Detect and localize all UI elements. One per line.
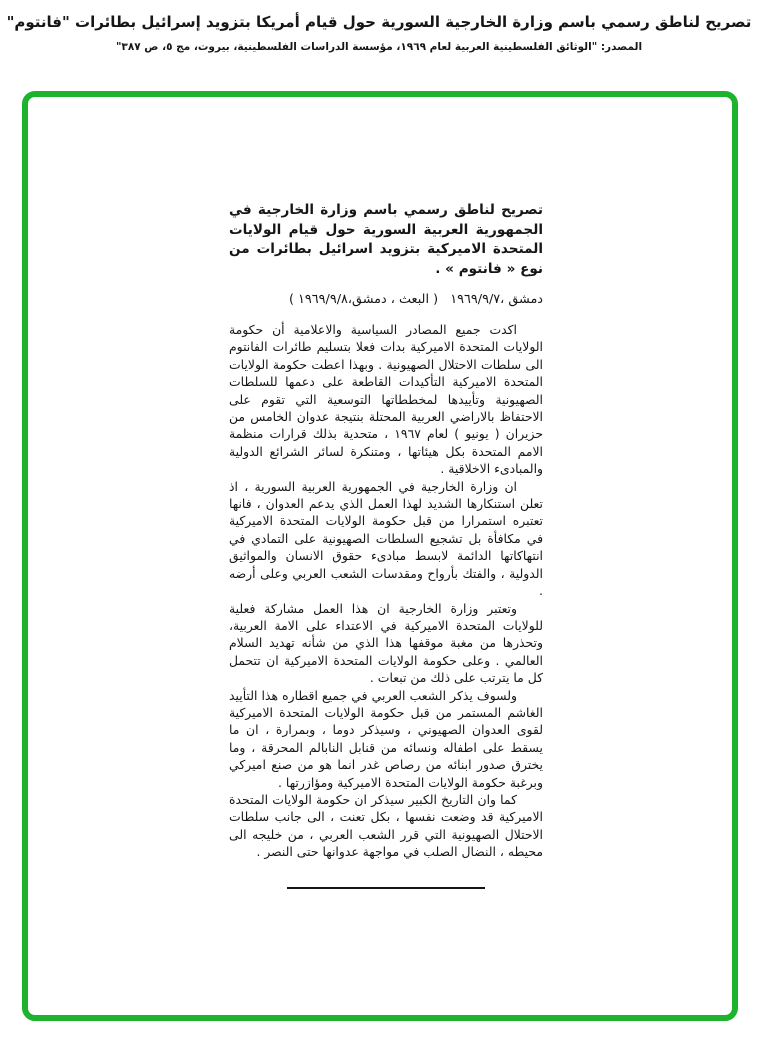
document-frame	[22, 91, 738, 1021]
source-citation: المصدر: "الوثائق الفلسطينية العربية لعام ١٩٦٩، مؤسسة الدراسات الفلسطينية، بيروت، مج ٥، ص ٣٨٧"	[115, 41, 643, 53]
document-heading: تصريح لناطق رسمي باسم وزارة الخارجية في الجمهورية العربية السورية حول قيام الولايات المتحدة الاميركية بتزويد اسرائيل بطائرات من نوع « فانتوم » .	[229, 202, 543, 277]
paragraph-1: اكدت جميع المصادر السياسية والاعلامية أن حكومة الولايات المتحدة الاميركية بدات فعلا بتسليم طائرات الفانتوم الى سلطات الاحتلال الصهيونية . وبهذا اعطت حكومة الولايات المتحدة الاميركية التأكيدات القاطعة على دعمها للسلطات الصهيونية وتأييدها لمخططاتها التوسعية التي تقوم على الاحتفاظ بالاراضي العربية المحتلة بنتيجة عدوان الخامس من حزيران ( يونيو ) لعام ١٩٦٧ ، متحدية بذلك قرارات منظمة الامم المتحدة بكل هيئاتها ، ومتنكرة لسائر الشرائع الدولية والمبادىء الاخلاقية .	[229, 322, 543, 477]
page-title: تصريح لناطق رسمي باسم وزارة الخارجية السورية حول قيام أمريكا بتزويد إسرائيل بطائرات "فانتوم"	[6, 13, 752, 31]
paragraph-4: ولسوف يذكر الشعب العربي في جميع اقطاره هذا التأييد الغاشم المستمر من قبل حكومة الولايات المتحدة الاميركية لقوى العدوان الصهيوني ، وسيذكر دوما ، وبمرارة ، ان ما يسقط على اطفاله ونسائه من قنابل النابالم المحرقة ، وما يخترق صدور ابنائه من رصاص غدر انما هو من صنع اميركي وبرغبة حكومة الولايات المتحدة الاميركية ومؤازرتها .	[229, 687, 543, 790]
paragraph-3: وتعتبر وزارة الخارجية ان هذا العمل مشاركة فعلية للولايات المتحدة الاميركية في الاعتداء على الامة العربية، وتحذرها من مغبة موقفها هذا الذي من شأنه تهديد السلام العالمي . وعلى حكومة الولايات المتحدة الاميركية ان تتحمل كل ما يترتب على ذلك من تبعات .	[229, 600, 543, 686]
paragraph-5: كما وان التاريخ الكبير سيذكر ان حكومة الولايات المتحدة الاميركية قد وضعت نفسها ، بكل تعنت ، الى جانب سلطات الاحتلال الصهيونية التي قرر الشعب العربي ، من خليجه الى محيطه ، النضال الصلب في مواجهة عدوانها حتى النصر .	[229, 791, 543, 860]
section-divider	[287, 887, 485, 889]
page-header	[0, 12, 758, 53]
document-body	[229, 201, 543, 889]
dateline: دمشق ،١٩٦٩/٩/٧ ( البعث ، دمشق،١٩٦٩/٩/٨ )	[288, 292, 543, 307]
paragraph-2: ان وزارة الخارجية في الجمهورية العربية السورية ، اذ تعلن استنكارها الشديد لهذا العمل الذي يدعم العدوان ، فانها تعتبره استمرارا من قبل حكومة الولايات المتحدة الاميركية في مكافأة بل تشجيع السلطات الصهيونية على التمادي في انتهاكاتها الدائمة لابسط مبادىء حقوق الانسان والمواثيق الدولية ، والفتك بأرواح ومقدسات الشعب العربي وعلى أرضه .	[229, 478, 543, 599]
